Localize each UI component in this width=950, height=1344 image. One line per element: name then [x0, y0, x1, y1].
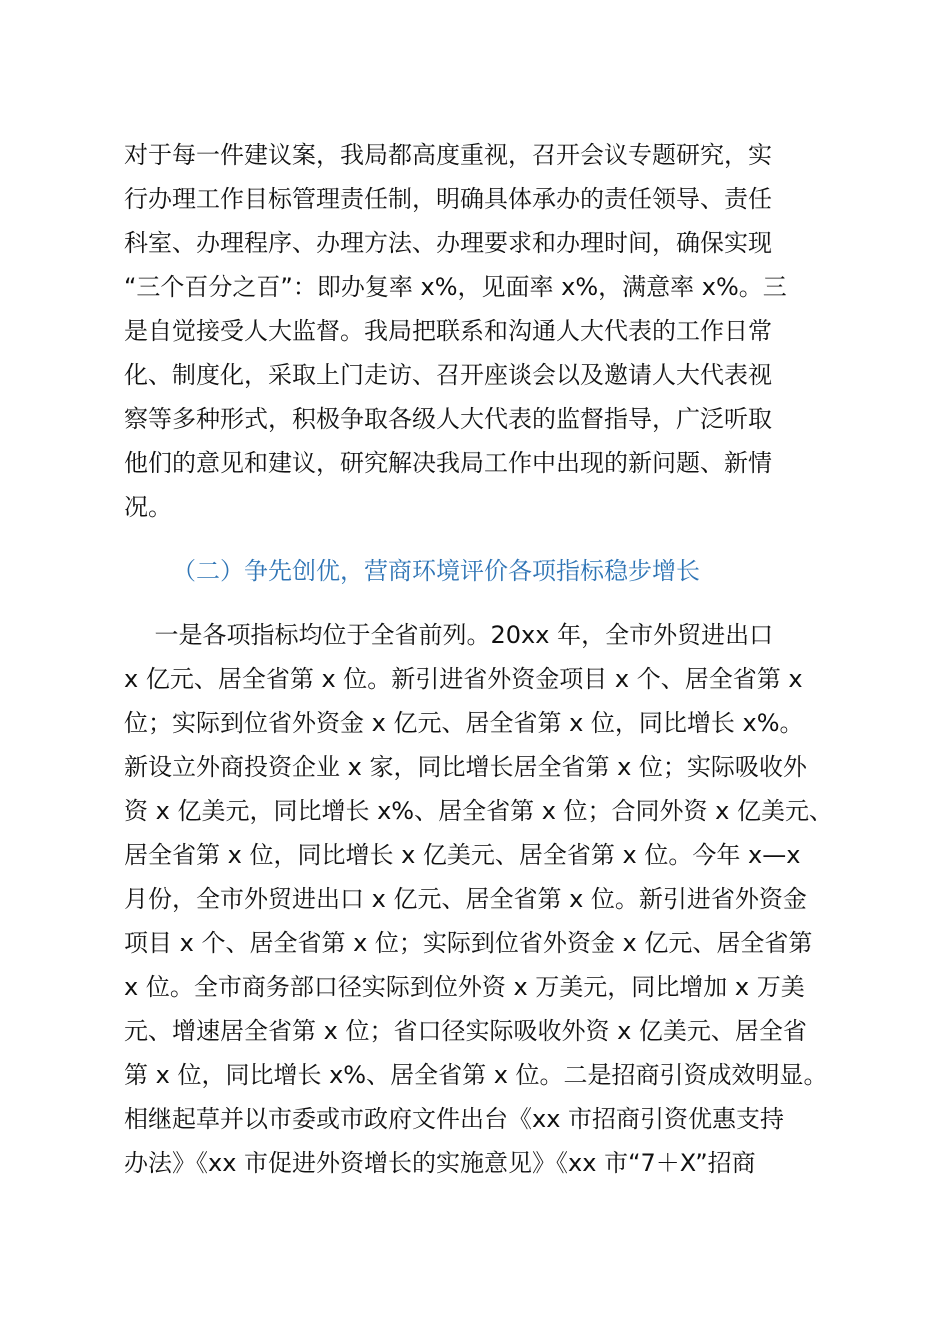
paragraph-2-line-5: 资 x 亿美元，同比增长 x%、居全省第 x 位；合同外资 x 亿美元、	[124, 797, 834, 825]
paragraph-2-line-1: 一是各项指标均位于全省前列。20xx 年，全市外贸进出口	[124, 621, 774, 649]
paragraph-1-line-2: 行办理工作目标管理责任制，明确具体承办的责任领导、责任	[124, 185, 772, 213]
paragraph-2-line-2: x 亿元、居全省第 x 位。新引进省外资金项目 x 个、居全省第 x	[124, 665, 803, 693]
paragraph-2-line-10: 元、增速居全省第 x 位；省口径实际吸收外资 x 亿美元、居全省	[124, 1017, 807, 1045]
paragraph-2-line-7: 月份，全市外贸进出口 x 亿元、居全省第 x 位。新引进省外资金	[124, 885, 807, 913]
paragraph-1-line-1: 对于每一件建议案，我局都高度重视，召开会议专题研究，实	[124, 141, 772, 169]
paragraph-2-line-4: 新设立外商投资企业 x 家，同比增长居全省第 x 位；实际吸收外	[124, 753, 807, 781]
paragraph-2-line-12: 相继起草并以市委或市政府文件出台《xx 市招商引资优惠支持	[124, 1105, 785, 1133]
paragraph-2-line-11: 第 x 位，同比增长 x%、居全省第 x 位。二是招商引资成效明显。	[124, 1061, 828, 1089]
paragraph-2-line-8: 项目 x 个、居全省第 x 位；实际到位省外资金 x 亿元、居全省第	[124, 929, 813, 957]
section-heading: （二）争先创优，营商环境评价各项指标稳步增长	[172, 557, 700, 585]
paragraph-1-line-3: 科室、办理程序、办理方法、办理要求和办理时间，确保实现	[124, 229, 772, 257]
paragraph-1-line-8: 他们的意见和建议，研究解决我局工作中出现的新问题、新情	[124, 449, 772, 477]
paragraph-2-line-3: 位；实际到位省外资金 x 亿元、居全省第 x 位，同比增长 x%。	[124, 709, 804, 737]
paragraph-1-line-7: 察等多种形式，积极争取各级人大代表的监督指导，广泛听取	[124, 405, 772, 433]
paragraph-1-line-4: “三个百分之百”：即办复率 x%，见面率 x%，满意率 x%。三	[124, 273, 787, 301]
paragraph-2-line-6: 居全省第 x 位，同比增长 x 亿美元、居全省第 x 位。今年 x—x	[124, 841, 801, 869]
paragraph-1-line-5: 是自觉接受人大监督。我局把联系和沟通人大代表的工作日常	[124, 317, 772, 345]
paragraph-1-line-6: 化、制度化，采取上门走访、召开座谈会以及邀请人大代表视	[124, 361, 772, 389]
paragraph-1-line-9: 况。	[124, 493, 172, 521]
paragraph-2-line-9: x 位。全市商务部口径实际到位外资 x 万美元，同比增加 x 万美	[124, 973, 805, 1001]
paragraph-2-line-13: 办法》《xx 市促进外资增长的实施意见》《xx 市“7＋X”招商	[124, 1149, 756, 1177]
